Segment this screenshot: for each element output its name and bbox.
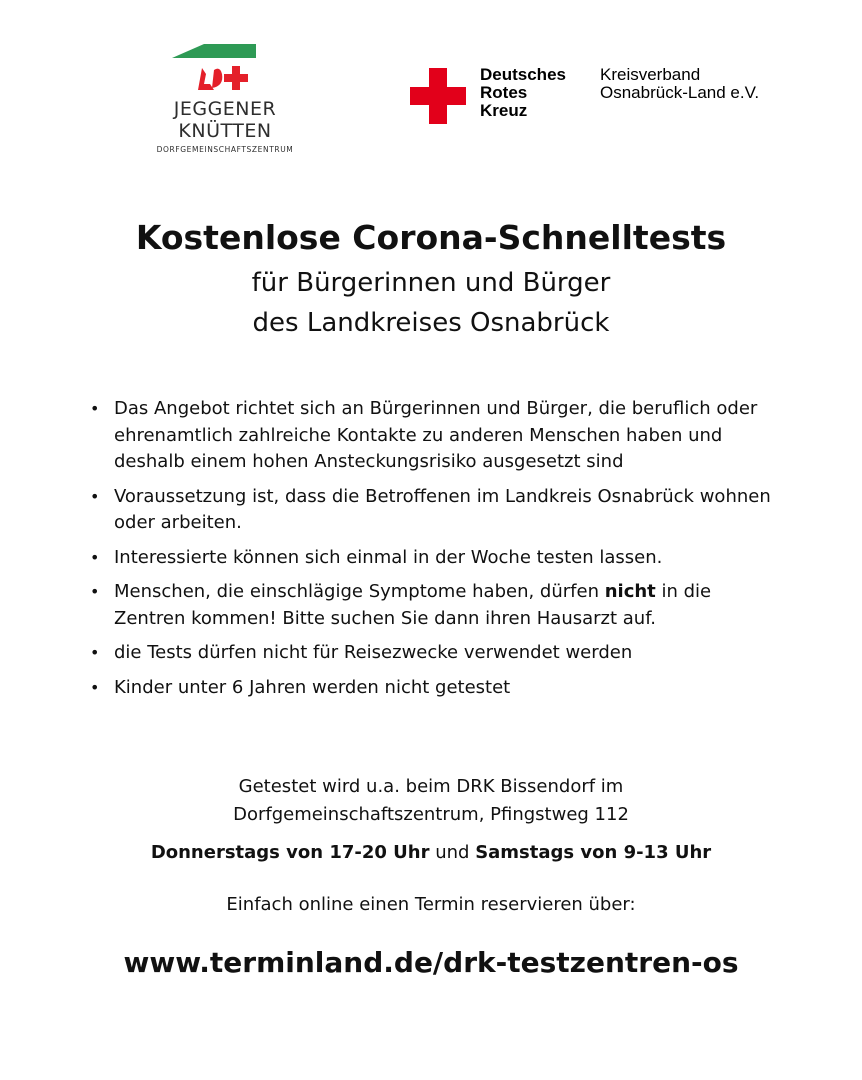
subtitle-line-1: für Bürgerinnen und Bürger <box>251 268 611 298</box>
bullet-text: Das Angebot richtet sich an Bürgerinnen und Bürger, die beruflich oder ehrenamtlich zahlreiche Kontakte zu anderen Menschen haben und deshalb einem hohen Ansteckungsrisiko ausgesetzt sind <box>114 398 758 472</box>
bullet-text: Kinder unter 6 Jahren werden nicht getestet <box>114 676 511 698</box>
opening-hours <box>0 842 862 863</box>
bullet-text: Voraussetzung ist, dass die Betroffenen im Landkreis Osnabrück wohnen oder arbeiten. <box>114 485 771 533</box>
subtitle-line-2: des Landkreises Osnabrück <box>252 308 610 338</box>
knuetten-text: KNÜTTEN <box>178 120 272 142</box>
bullet-item <box>88 675 778 702</box>
jeggener-knuetten-emblem-icon <box>140 40 310 98</box>
bullet-item <box>88 396 778 476</box>
dorfgemeinschaftszentrum-text: DORFGEMEINSCHAFTSZENTRUM <box>156 145 294 154</box>
bullet-text: in die Zentren kommen! Bitte suchen Sie dann ihren Hausarzt auf. <box>114 581 712 629</box>
booking-url-link[interactable]: www.terminland.de/drk-testzentren-os <box>123 946 739 979</box>
hours-connector: und <box>429 842 476 863</box>
drk-name-line: Deutsches <box>480 65 566 84</box>
kreisverband-line: Kreisverband <box>600 65 701 84</box>
info-bullet-list <box>88 396 778 709</box>
kreisverband-line: Osnabrück-Land e.V. <box>600 83 760 102</box>
drk-name <box>480 66 566 120</box>
online-booking-text: Einfach online einen Termin reservieren über: <box>226 894 636 915</box>
jeggener-knuetten-logo <box>140 40 310 160</box>
hours-saturday: Samstags von 9-13 Uhr <box>475 842 712 863</box>
bullet-item <box>88 484 778 537</box>
bullet-item <box>88 545 778 572</box>
bullet-text: die Tests dürfen nicht für Reisezwecke verwendet werden <box>114 642 633 663</box>
bullet-text: Interessierte können sich einmal in der Woche testen lassen. <box>114 546 663 568</box>
drk-kreisverband <box>600 66 759 102</box>
bullet-item <box>88 640 778 667</box>
location-line-2: Dorfgemeinschaftszentrum, Pfingstweg 112 <box>233 804 629 825</box>
red-cross-icon <box>410 68 466 124</box>
page-title: Kostenlose Corona-Schnelltests <box>135 218 727 257</box>
drk-name-line: Kreuz <box>480 101 528 120</box>
hours-thursday: Donnerstags von 17-20 Uhr <box>150 842 430 863</box>
jeggener-text: JEGGENER <box>173 98 277 120</box>
drk-name-line: Rotes <box>480 83 528 102</box>
bullet-text: Menschen, die einschlägige Symptome haben, dürfen <box>114 581 605 602</box>
location-line-1: Getestet wird u.a. beim DRK Bissendorf im <box>238 776 624 797</box>
bullet-emphasis: nicht <box>604 581 656 602</box>
drk-logo <box>410 66 810 128</box>
bullet-item <box>88 579 778 632</box>
